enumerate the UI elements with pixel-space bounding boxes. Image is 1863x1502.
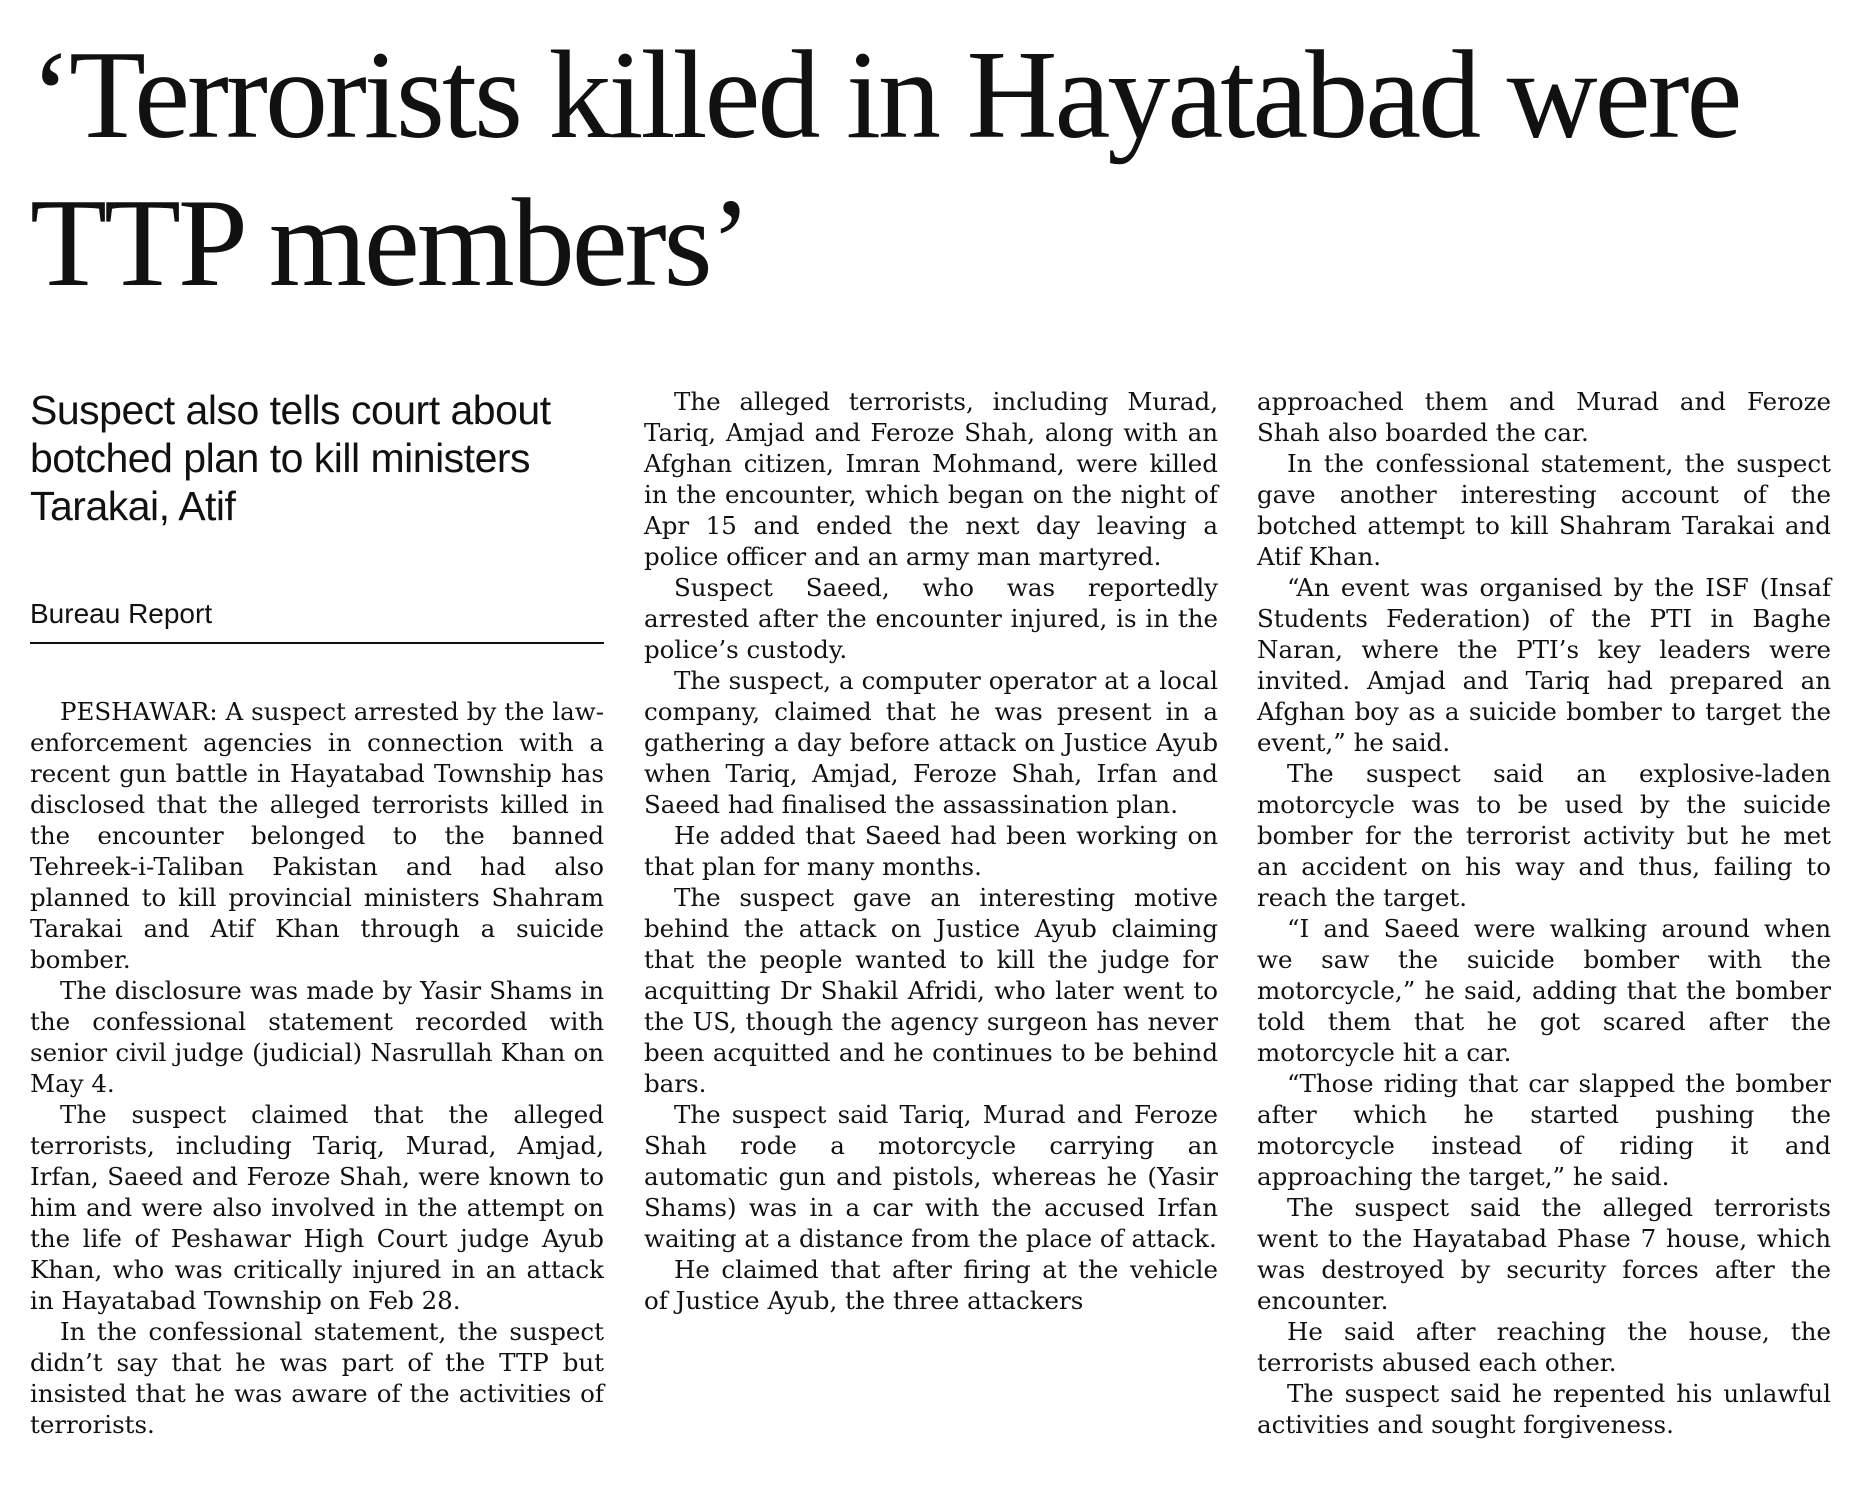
paragraph: He added that Saeed had been working on that plan for many months. (644, 821, 1218, 881)
paragraph: “I and Saeed were walking around when we saw the suicide bomber with the motorcycle,” he said, adding that the bomber told them that he got scared after the motorcycle hit a car. (1257, 914, 1831, 1067)
paragraph: “An event was organised by the ISF (Insaf Students Federation) of the PTI in Baghe Naran, where the PTI’s key leaders were invited. Amjad and Tariq had prepared an Afghan boy as a suicide bomber to target the event,” he said. (1257, 573, 1831, 757)
article-column-3 (1257, 386, 1831, 1440)
paragraph: “Those riding that car slapped the bomber after which he started pushing the motorcycle instead of riding it and approaching the target,” he said. (1257, 1069, 1831, 1191)
paragraph: He said after reaching the house, the terrorists abused each other. (1257, 1317, 1831, 1377)
article-column-1 (30, 386, 604, 1440)
paragraph: Suspect Saeed, who was reportedly arrested after the encounter injured, is in the police’s custody. (644, 573, 1218, 664)
paragraph: The suspect said he repented his unlawful activities and sought forgiveness. (1257, 1379, 1831, 1439)
paragraph: In the confessional statement, the suspect gave another interesting account of the botched attempt to kill Shahram Tarakai and Atif Khan. (1257, 449, 1831, 571)
paragraph-continuation: approached them and Murad and Feroze Shah also boarded the car. (1257, 387, 1831, 447)
byline: Bureau Report (30, 596, 604, 644)
paragraph: The suspect claimed that the alleged terrorists, including Tariq, Murad, Amjad, Irfan, Saeed and Feroze Shah, were known to him and were also involved in the attempt on the life of Peshawar High Court judge Ayub Khan, who was critically injured in an attack in Hayatabad Township on Feb 28. (30, 1100, 604, 1315)
paragraph: The suspect gave an interesting motive behind the attack on Justice Ayub claiming that the people wanted to kill the judge for acquitting Dr Shakil Afridi, who later went to the US, though the agency surgeon has never been acquitted and he continues to be behind bars. (644, 883, 1218, 1098)
headline: ‘Terrorists killed in Hayatabad were TTP members’ (30, 26, 1740, 313)
paragraph: The alleged terrorists, including Murad, Tariq, Amjad and Feroze Shah, along with an Afghan citizen, Imran Mohmand, were killed in the encounter, which began on the night of Apr 15 and ended the next day leaving a police officer and an army man martyred. (644, 387, 1218, 571)
paragraph: PESHAWAR: A suspect arrested by the law-enforcement agencies in connection with a recent gun battle in Hayatabad Township has disclosed that the alleged terrorists killed in the encounter belonged to the banned Tehreek-i-Taliban Pakistan and had also planned to kill provincial ministers Shahram Tarakai and Atif Khan through a suicide bomber. (30, 697, 604, 974)
paragraph: The suspect said an explosive-laden motorcycle was to be used by the suicide bomber for the terrorist activity but he met an accident on his way and thus, failing to reach the target. (1257, 759, 1831, 912)
deck-subheadline: Suspect also tells court about botched plan to kill ministers Tarakai, Atif (30, 387, 551, 529)
article-column-2 (644, 386, 1218, 1316)
paragraph: The disclosure was made by Yasir Shams in the confessional statement recorded with senior civil judge (judicial) Nasrullah Khan on May 4. (30, 976, 604, 1098)
paragraph: The suspect said Tariq, Murad and Feroze Shah rode a motorcycle carrying an automatic gun and pistols, whereas he (Yasir Shams) was in a car with the accused Irfan waiting at a distance from the place of attack. (644, 1100, 1218, 1253)
paragraph: The suspect said the alleged terrorists went to the Hayatabad Phase 7 house, which was destroyed by security forces after the encounter. (1257, 1193, 1831, 1315)
paragraph: The suspect, a computer operator at a local company, claimed that he was present in a gathering a day before attack on Justice Ayub when Tariq, Amjad, Feroze Shah, Irfan and Saeed had finalised the assassination plan. (644, 666, 1218, 819)
paragraph: He claimed that after firing at the vehicle of Justice Ayub, the three attackers (644, 1255, 1218, 1315)
paragraph: In the confessional statement, the suspect didn’t say that he was part of the TTP but insisted that he was aware of the activities of terrorists. (30, 1317, 604, 1439)
